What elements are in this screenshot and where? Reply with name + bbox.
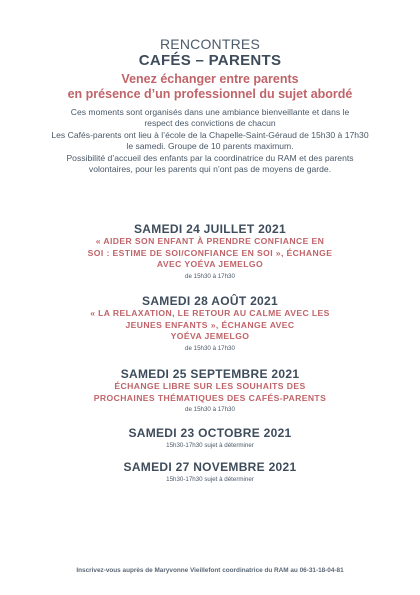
event-item [0, 294, 420, 355]
event-topic-line: SOI : ESTIME DE SOI/CONFIANCE EN SOI », ÉCHANGE [87, 247, 333, 258]
subtitle-line: Venez échanger entre parents [121, 72, 299, 86]
intro-line: le samedi. Groupe de 10 parents maximum. [126, 141, 294, 152]
subtitle-line: en présence d’un professionnel du sujet abordé [67, 87, 353, 101]
event-item [0, 426, 420, 452]
event-time: de 15h30 à 17h30 [185, 344, 235, 352]
kicker-text: RENCONTRES [159, 36, 260, 52]
intro-line: respect des convictions de chacun [144, 118, 276, 129]
event-date: SAMEDI 27 NOVEMBRE 2021 [123, 460, 297, 474]
event-item [0, 460, 420, 486]
event-topic [0, 308, 420, 343]
event-time: de 15h30 à 17h30 [185, 406, 235, 413]
event-item [0, 367, 420, 416]
event-time: de 15h30 à 17h30 [185, 272, 235, 280]
event-topic-line: PROCHAINES THÉMATIQUES DES CAFÉS-PARENTS [93, 392, 327, 403]
event-topic [0, 236, 420, 271]
subtitle [0, 72, 420, 102]
footer-contact: Inscrivez-vous auprès de Maryvonne Vieillefont coordinatrice du RAM au 06-31-18-04-81 [76, 567, 344, 574]
intro-line: Ces moments sont organisés dans une ambiance bienveillante et dans le [70, 107, 350, 117]
event-date: SAMEDI 25 SEPTEMBRE 2021 [120, 367, 300, 381]
intro-line: volontaires, pour les parents qui n’ont pas de moyens de garde. [88, 164, 332, 175]
event-time: 15h30-17h30 sujet à déterminer [166, 476, 254, 483]
event-time: 15h30-17h30 sujet à déterminer [166, 442, 254, 449]
event-topic-line: YOÉVA JEMELGO [170, 331, 250, 341]
event-date: SAMEDI 24 JUILLET 2021 [134, 222, 286, 236]
event-date: SAMEDI 28 AOÛT 2021 [142, 294, 278, 308]
event-topic [0, 381, 420, 404]
event-topic-line: « LA RELAXATION, LE RETOUR AU CALME AVEC LES [90, 308, 330, 318]
event-topic-line: ÉCHANGE LIBRE SUR LES SOUHAITS DES [114, 381, 306, 391]
page-title: CAFÉS – PARENTS [138, 52, 282, 69]
intro-line: Les Cafés-parents ont lieu à l’école de la Chapelle-Saint-Géraud de 15h30 à 17h30 [51, 129, 369, 140]
event-date: SAMEDI 23 OCTOBRE 2021 [128, 426, 292, 440]
intro-paragraph [0, 107, 420, 175]
event-topic-line: JEUNES ENFANTS », ÉCHANGE AVEC [125, 319, 295, 330]
event-topic-line: AVEC YOÉVA JEMELGO [156, 259, 264, 269]
event-item [0, 222, 420, 283]
intro-line: Possibilité d’accueil des enfants par la coordinatrice du RAM et des parents [66, 152, 354, 163]
event-topic-line: « AIDER SON ENFANT À PRENDRE CONFIANCE EN [95, 236, 325, 246]
